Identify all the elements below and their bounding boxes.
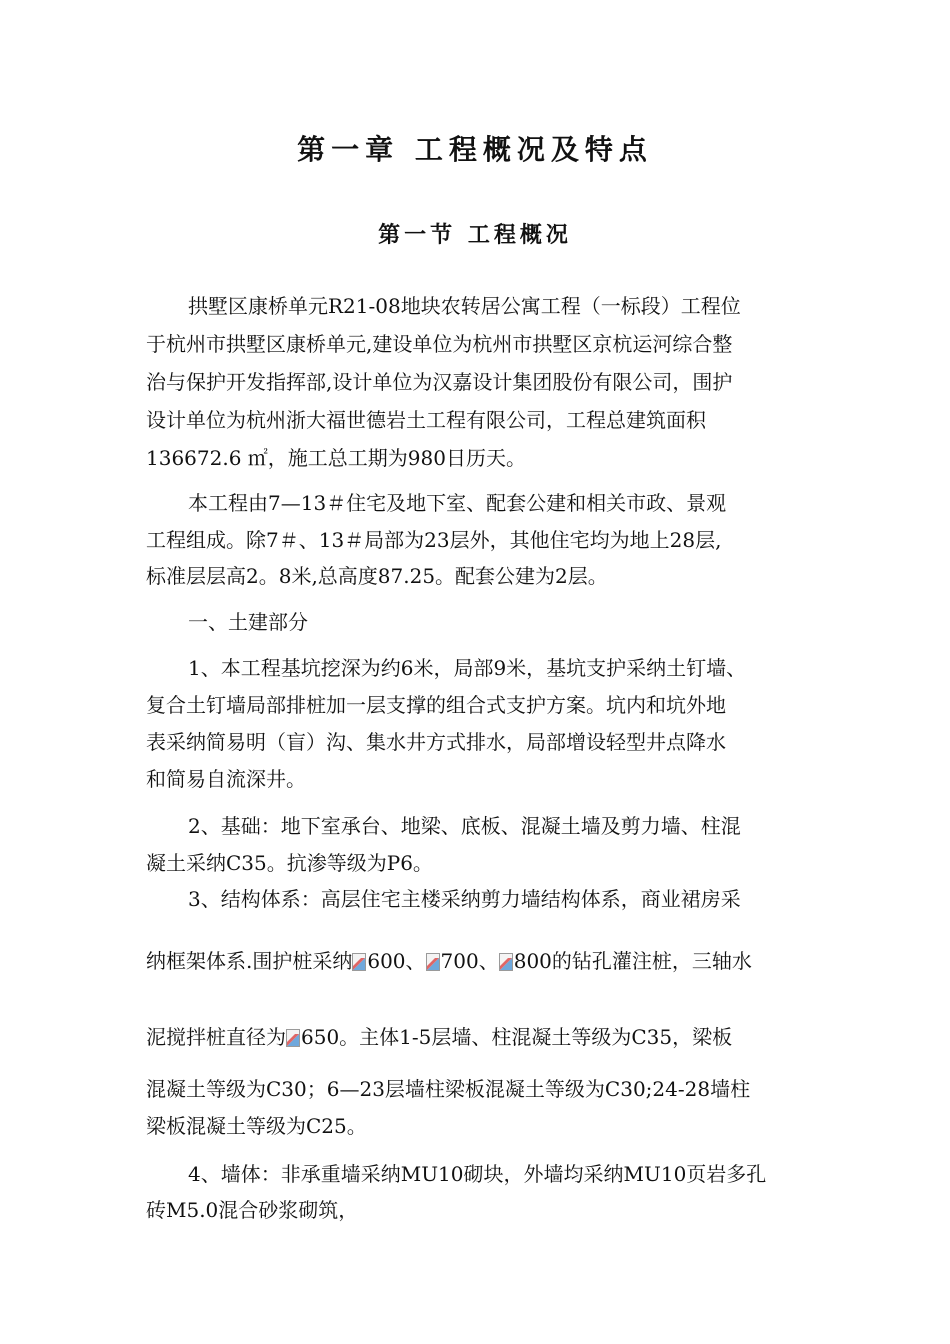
paragraph-line: 于杭州市拱墅区康桥单元,建设单位为杭州市拱墅区京杭运河综合整 bbox=[146, 332, 733, 356]
paragraph-line: 4、墙体：非承重墙采纳MU10砌块，外墙均采纳MU10页岩多孔 bbox=[188, 1162, 767, 1186]
line-text: 600、 bbox=[367, 949, 426, 973]
subsection-heading: 一、土建部分 bbox=[188, 610, 308, 634]
paragraph-line: 表采纳简易明（盲）沟、集水井方式排水，局部增设轻型井点降水 bbox=[146, 730, 726, 754]
chapter-title: 第一章 工程概况及特点 bbox=[297, 133, 653, 166]
line-text: 650。主体1-5层墙、柱混凝土等级为C35，梁板 bbox=[301, 1025, 733, 1049]
broken-image-icon bbox=[286, 1022, 300, 1040]
broken-image-icon bbox=[352, 946, 366, 964]
paragraph-line: 拱墅区康桥单元R21-08地块农转居公寓工程（一标段）工程位 bbox=[188, 294, 741, 318]
line-text: 泥搅拌桩直径为 bbox=[146, 1025, 286, 1049]
paragraph-line: 混凝土等级为C30；6—23层墙柱梁板混凝土等级为C30;24-28墙柱 bbox=[146, 1077, 751, 1101]
paragraph-line-with-symbols bbox=[146, 1019, 816, 1055]
paragraph-line: 2、基础：地下室承台、地梁、底板、混凝土墙及剪力墙、柱混 bbox=[188, 814, 741, 838]
paragraph-line: 本工程由7—13＃住宅及地下室、配套公建和相关市政、景观 bbox=[188, 491, 727, 515]
paragraph-line: 标准层层高2。8米,总高度87.25。配套公建为2层。 bbox=[146, 564, 608, 588]
paragraph-line-with-symbols bbox=[146, 943, 816, 979]
broken-image-icon bbox=[499, 946, 513, 964]
paragraph-line: 复合土钉墙局部排桩加一层支撑的组合式支护方案。坑内和坑外地 bbox=[146, 693, 726, 717]
line-text: 800的钻孔灌注桩，三轴水 bbox=[513, 949, 752, 973]
paragraph-line: 凝土采纳C35。抗渗等级为P6。 bbox=[146, 851, 433, 875]
line-text: 700、 bbox=[440, 949, 499, 973]
paragraph-line: 3、结构体系：高层住宅主楼采纳剪力墙结构体系，商业裙房采 bbox=[188, 887, 741, 911]
paragraph-line: 1、本工程基坑挖深为约6米，局部9米，基坑支护采纳土钉墙、 bbox=[188, 656, 747, 680]
line-text: 纳框架体系.围护桩采纳 bbox=[146, 949, 353, 973]
paragraph-line: 136672.6 ㎡，施工总工期为980日历天。 bbox=[146, 446, 526, 470]
paragraph-line: 治与保护开发指挥部,设计单位为汉嘉设计集团股份有限公司，围护 bbox=[146, 370, 733, 394]
section-title: 第一节 工程概况 bbox=[378, 222, 572, 248]
paragraph-line: 工程组成。除7＃、13＃局部为23层外，其他住宅均为地上28层, bbox=[146, 528, 722, 552]
paragraph-line: 梁板混凝土等级为C25。 bbox=[146, 1114, 367, 1138]
paragraph-line: 设计单位为杭州浙大福世德岩土工程有限公司，工程总建筑面积 bbox=[146, 408, 706, 432]
paragraph-line: 砖M5.0混合砂浆砌筑， bbox=[146, 1198, 359, 1222]
broken-image-icon bbox=[426, 946, 440, 964]
paragraph-line: 和简易自流深井。 bbox=[146, 767, 306, 791]
